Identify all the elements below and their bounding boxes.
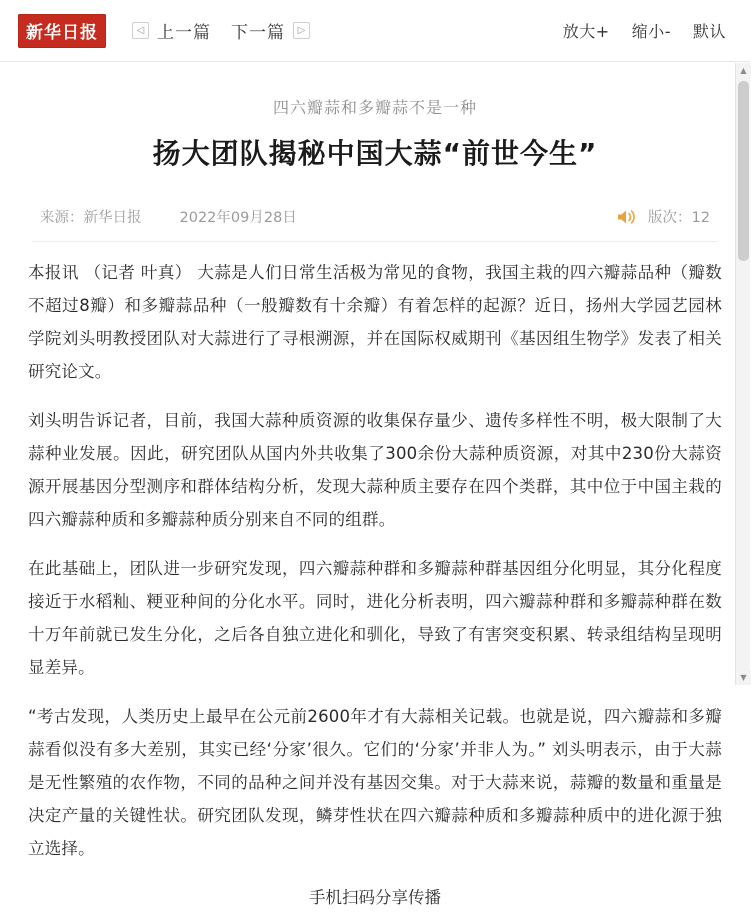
article-paragraph: 本报讯 （记者 叶真） 大蒜是人们日常生活极为常见的食物，我国主栽的四六瓣蒜品种（瓣数不超过8瓣）和多瓣蒜品种（一般瓣数有十余瓣）有着怎样的起源？近日，扬州大学园艺园林学院刘头明教授团队对大蒜进行了寻根溯源，并在国际权威期刊《基因组生物学》发表了相关研究论文。 [28,263,722,381]
font-size-controls [563,19,732,42]
scroll-down-arrow-icon[interactable]: ▼ [736,670,751,685]
speaker-icon[interactable] [616,208,638,226]
issue-number [648,206,710,227]
zoom-out-button[interactable]: 缩小- [631,22,671,41]
scroll-up-arrow-icon[interactable]: ▲ [736,63,751,78]
article-paragraph: 在此基础上，团队进一步研究发现，四六瓣蒜种群和多瓣蒜种群基因组分化明显，其分化程度接近于水稻籼、粳亚种间的分化水平。同时，进化分析表明，四六瓣蒜种群和多瓣蒜种群在数十万年前就已发生分化，之后各自独立进化和驯化，导致了有害突变积累、转录组结构呈现明显差异。 [28,559,722,677]
article-content [0,63,750,907]
article-header-block [0,63,750,242]
source-value: 新华日报 [83,210,142,226]
zoom-default-button[interactable]: 默认 [692,22,726,41]
article-subtitle: 四六瓣蒜和多瓣蒜不是一种 [272,98,477,117]
issue-value: 12 [691,210,710,226]
article-paragraph: 刘头明告诉记者，目前，我国大蒜种质资源的收集保存量少、遗传多样性不明，极大限制了大蒜种业发展。因此，研究团队从国内外共收集了300余份大蒜种质资源，对其中230份大蒜资源开展基因分型测序和群体结构分析，发现大蒜种质主要存在四个类群，其中位于中国主栽的四六瓣蒜种质和多瓣蒜种质分别来自不同的组群。 [28,411,722,529]
share-caption: 手机扫码分享传播 [309,888,441,907]
article-navigation [132,18,310,43]
newspaper-logo: 新华日报 [18,14,106,48]
next-arrow-icon[interactable]: ▷ [293,22,310,39]
issue-label: 版次： [648,210,692,226]
vertical-scrollbar[interactable] [735,63,750,685]
page-title: 扬大团队揭秘中国大蒜“前世今生” [152,137,598,170]
article-meta [32,182,718,242]
scrollbar-thumb[interactable] [738,81,749,261]
article-paragraph: “考古发现，人类历史上最早在公元前2600年才有大蒜相关记载。也就是说，四六瓣蒜和多瓣蒜看似没有多大差别，其实已经‘分家’很久。它们的‘分家’并非人为。” 刘头明表示，由于大蒜是无性繁殖的农作物，不同的品种之间并没有基因交集。对于大蒜来说，蒜瓣的数量和重量是决定产量的关键性状。研究团队发现，鳞芽性状在四六瓣蒜种质和多瓣蒜种质中的进化源于独立选择。 [28,707,722,858]
article-source [40,206,142,227]
meta-right-group [616,206,710,227]
site-header [0,0,750,62]
prev-arrow-icon[interactable]: ◁ [132,22,149,39]
zoom-in-button[interactable]: 放大+ [562,22,610,41]
article-paragraphs [0,242,750,914]
next-article-link[interactable]: 下一篇 [231,23,285,43]
prev-article-link[interactable]: 上一篇 [157,23,211,43]
article-date: 2022年09月28日 [179,210,297,226]
source-label: 来源： [40,210,84,226]
